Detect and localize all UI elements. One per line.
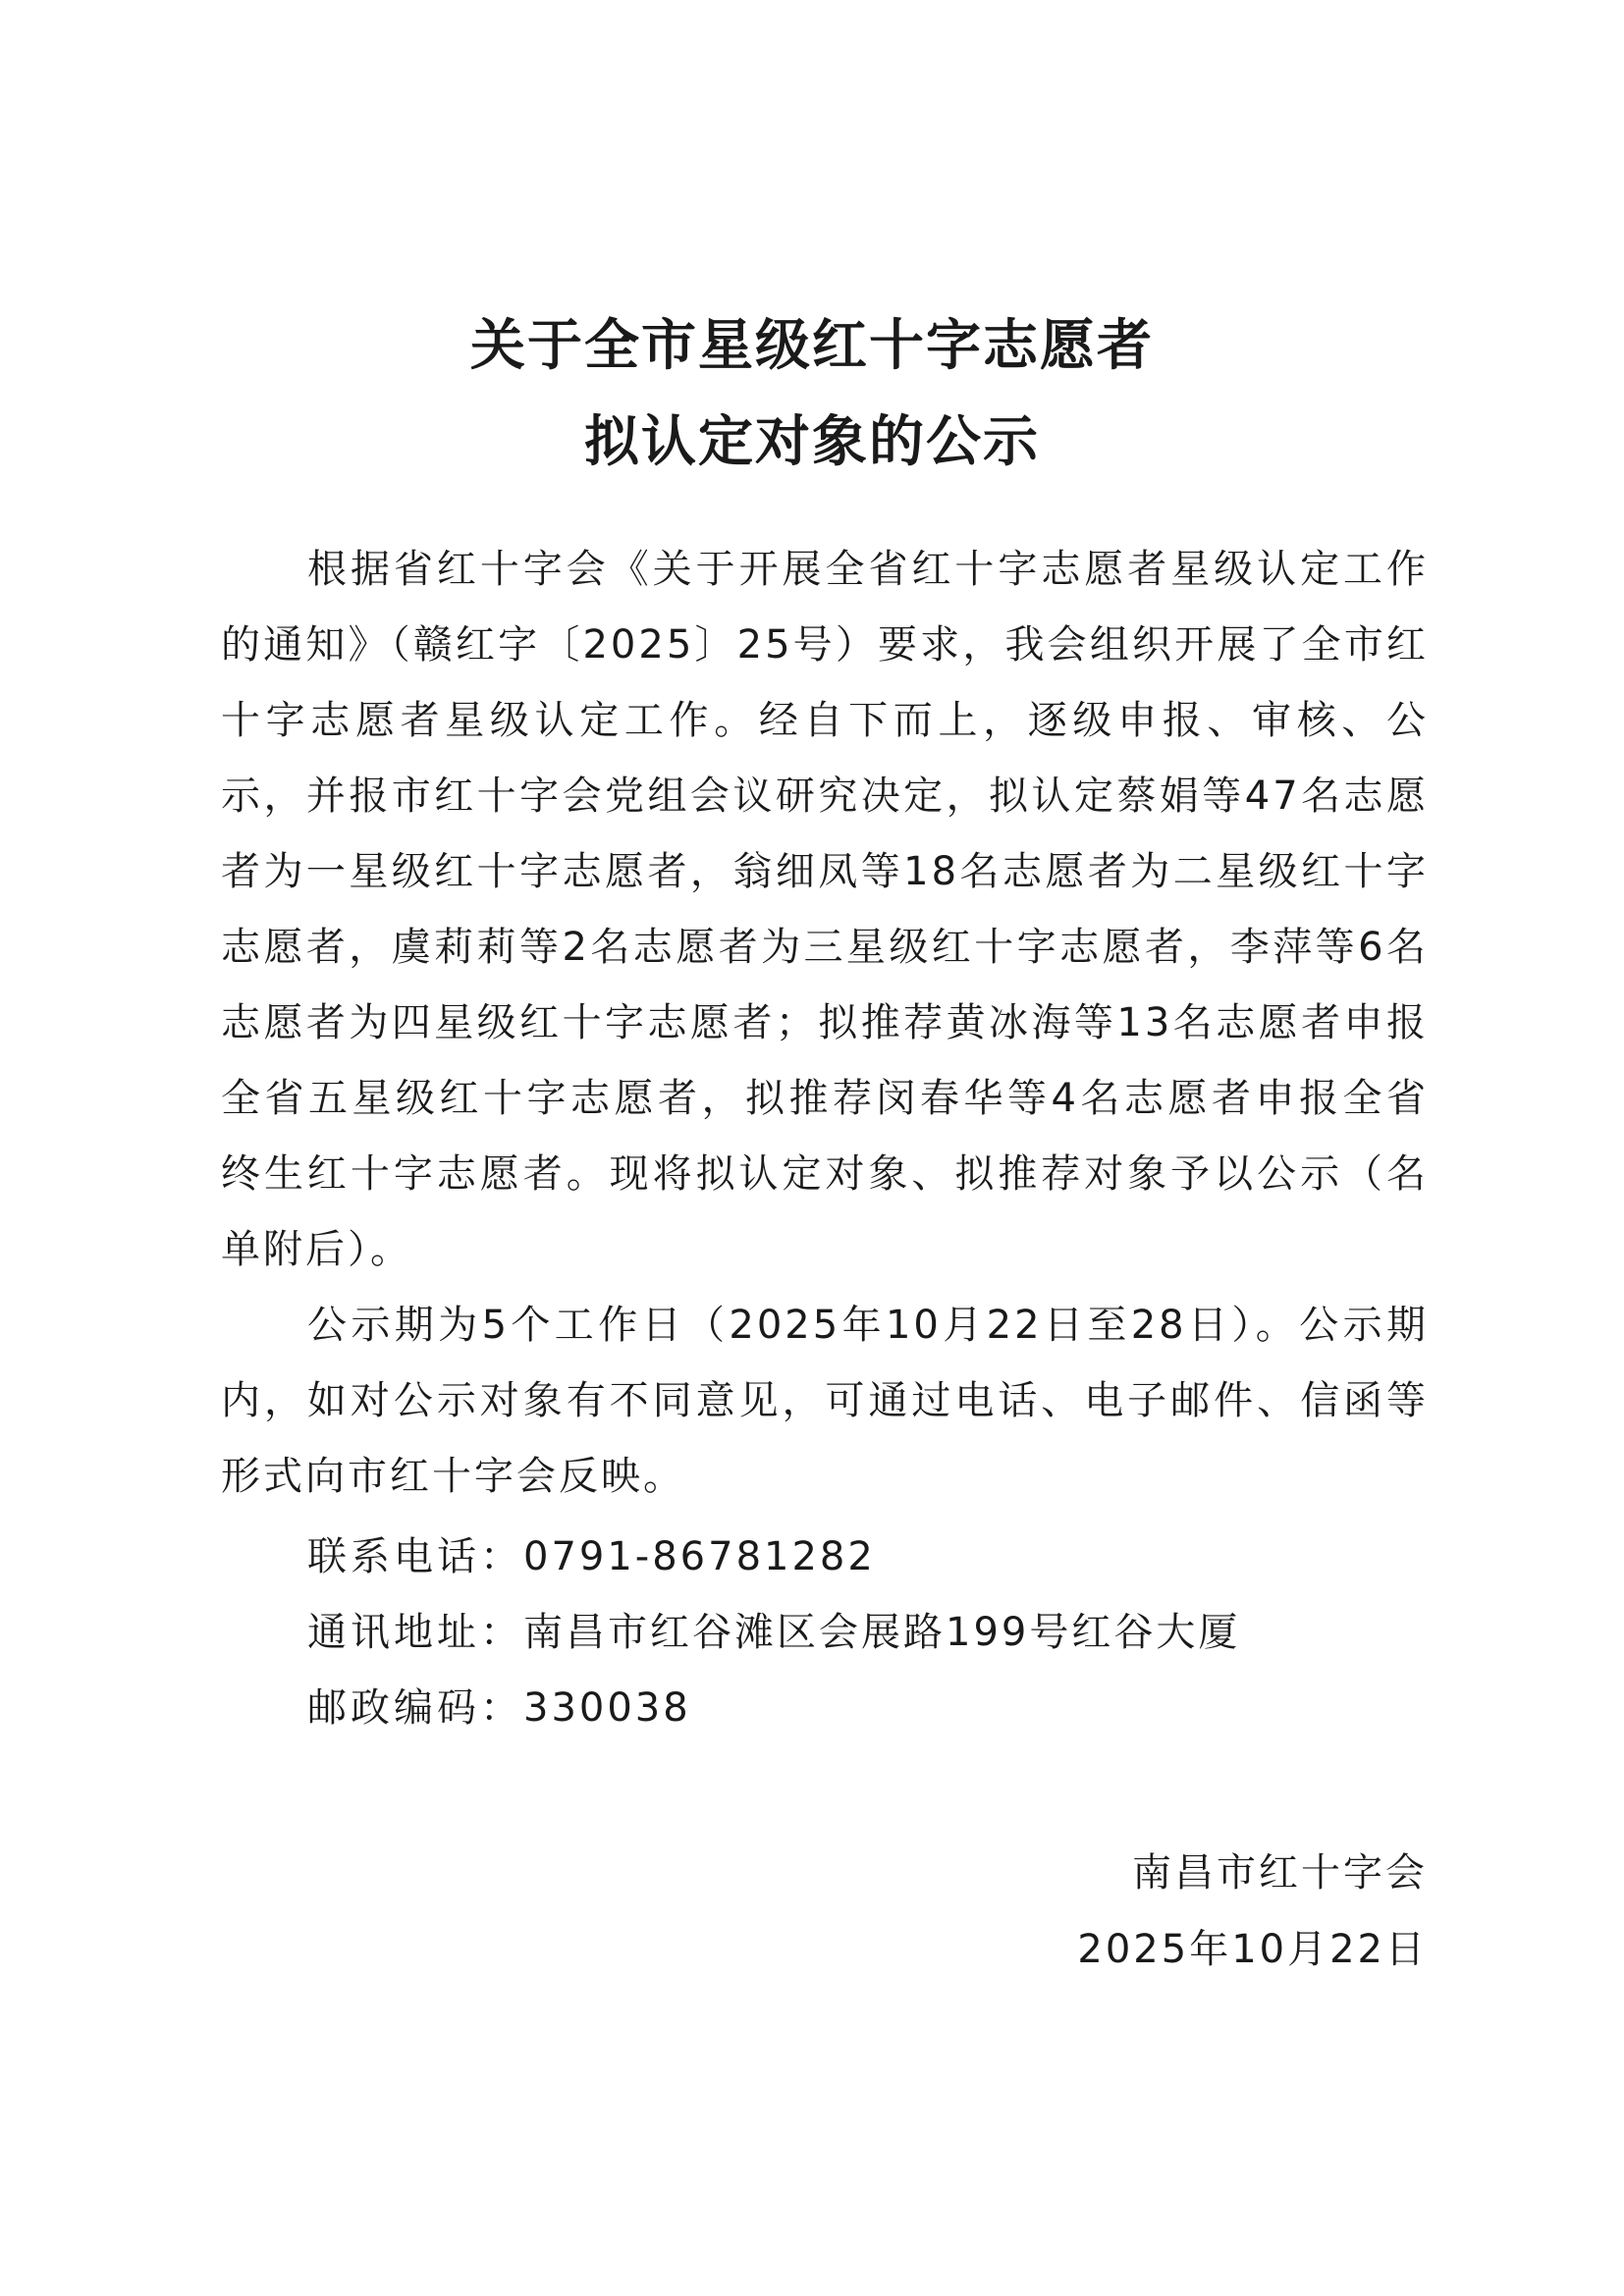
document-title-line-2: 拟认定对象的公示 <box>584 409 1040 474</box>
contact-address-line <box>307 1603 1240 1662</box>
body-paragraph-1: 根据省红十字会《关于开展全省红十字志愿者星级认定工作的通知》（赣红字〔2025〕25号）要求，我会组织开展了全市红十字志愿者星级认定工作。经自下而上，逐级申报、审核、公示，并报市红十字会党组会议研究决定，拟认定蔡娟等47名志愿者为一星级红十字志愿者，翁细凤等18名志愿者为二星级红十字志愿者，虞莉莉等2名志愿者为三星级红十字志愿者，李萍等6名志愿者为四星级红十字志愿者；拟推荐黄冰海等13名志愿者申报全省五星级红十字志愿者，拟推荐闵春华等4名志愿者申报全省终生红十字志愿者。现将拟认定对象、拟推荐对象予以公示（名单附后）。 <box>221 547 1429 1272</box>
body-paragraph-2-block <box>221 1288 1429 1515</box>
contact-phone-line <box>307 1527 876 1586</box>
contact-postcode-value: 330038 <box>523 1685 691 1731</box>
contact-phone-value: 0791-86781282 <box>523 1534 876 1579</box>
contact-postcode-label: 邮政编码： <box>307 1685 523 1731</box>
contact-postcode-line <box>307 1679 691 1737</box>
contact-address-label: 通讯地址： <box>307 1610 523 1655</box>
body-paragraph-2: 公示期为5个工作日（2025年10月22日至28日）。公示期内，如对公示对象有不同意见，可通过电话、电子邮件、信函等形式向市红十字会反映。 <box>221 1303 1429 1499</box>
contact-phone-label: 联系电话： <box>307 1534 523 1579</box>
body-paragraph-1-block <box>221 532 1429 1288</box>
signature-organization: 南昌市红十字会 <box>1132 1850 1428 1896</box>
signature-date: 2025年10月22日 <box>1077 1927 1428 1972</box>
contact-address-value: 南昌市红谷滩区会展路199号红谷大厦 <box>523 1610 1241 1655</box>
document-title-line-1: 关于全市星级红十字志愿者 <box>470 313 1154 378</box>
